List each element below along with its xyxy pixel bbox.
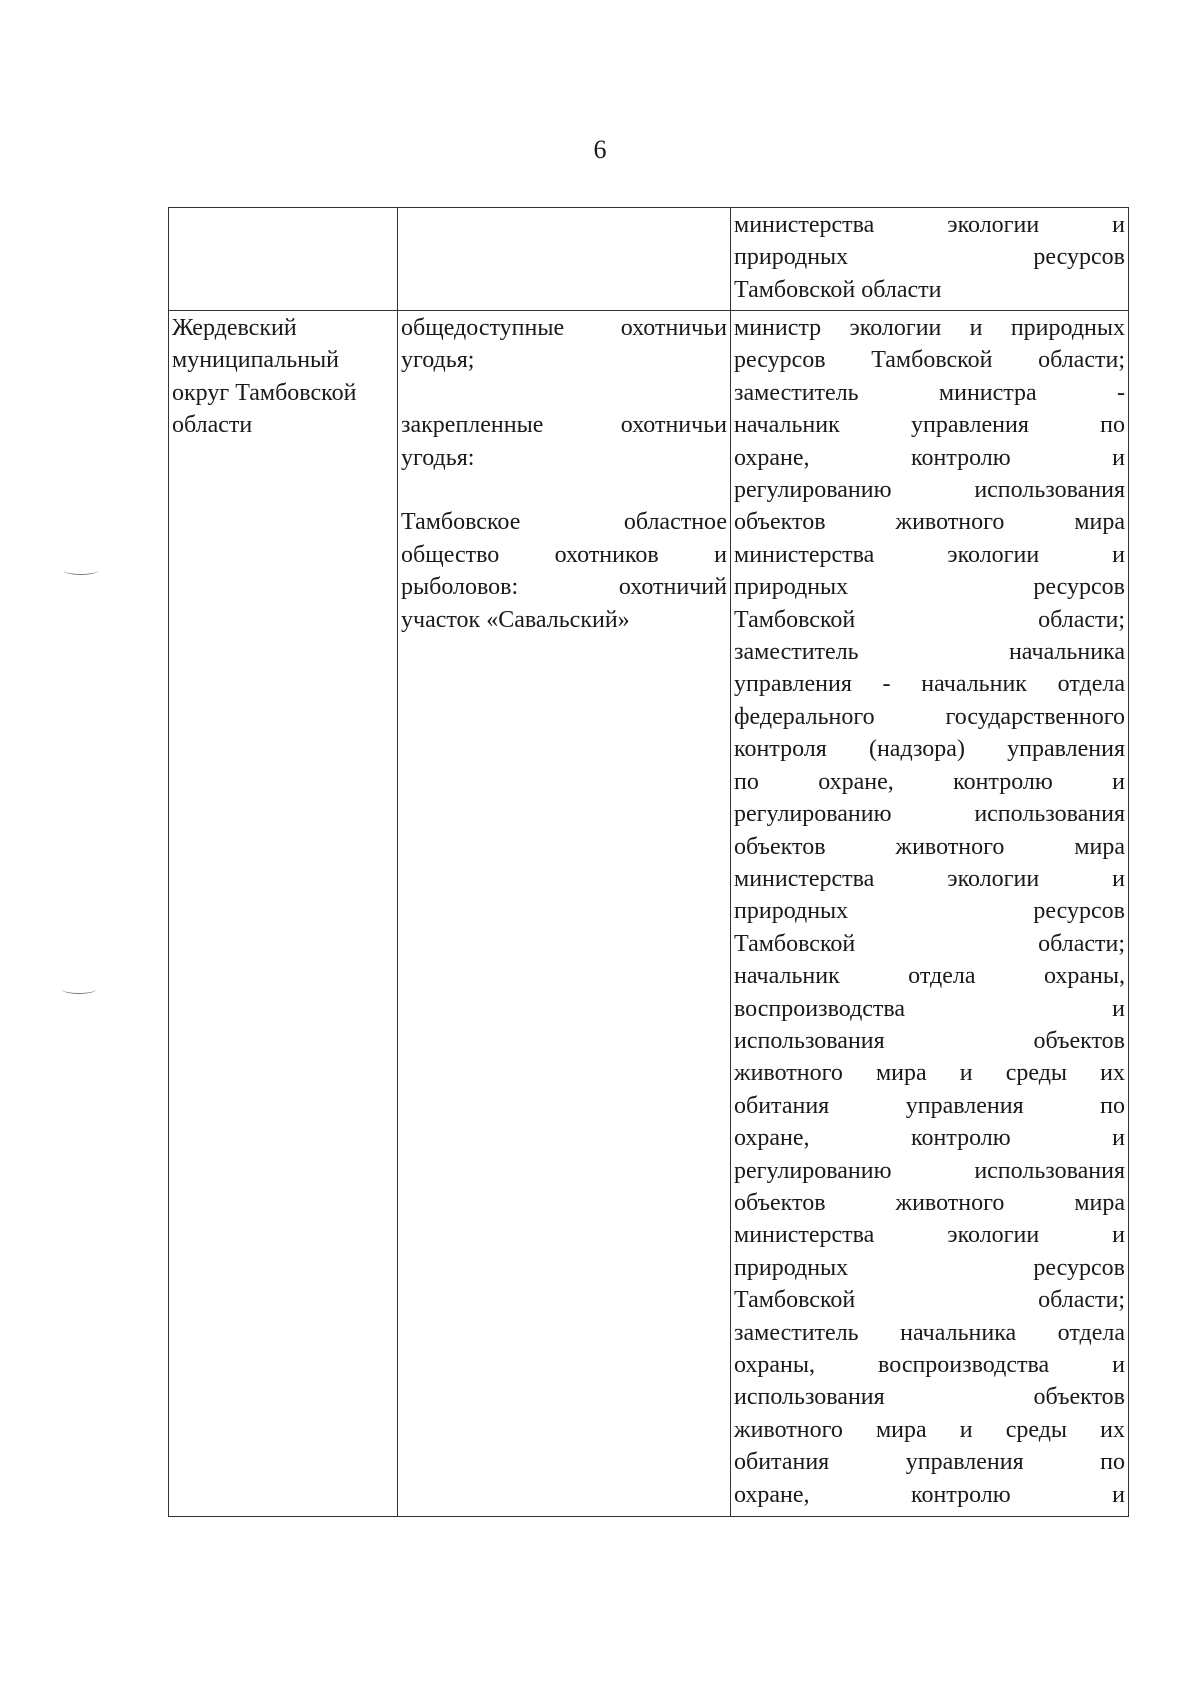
official-text-line: министерства экологии и — [734, 541, 1125, 568]
official-text-line: управления - начальник отдела — [734, 671, 1125, 698]
text-line: угодья: — [401, 444, 475, 471]
official-text-line: регулированию использования — [734, 801, 1125, 828]
text-line: закрепленные охотничьи — [401, 412, 727, 439]
official-text-line: обитания управления по — [734, 1092, 1125, 1119]
official-text-line: заместитель начальника отдела — [734, 1319, 1125, 1346]
official-text-line: использования объектов — [734, 1384, 1125, 1411]
territory-line: Жердевский — [172, 315, 297, 341]
territory-line: области — [172, 412, 253, 439]
official-text-line: министерства экологии и — [734, 865, 1125, 892]
official-text-line: объектов животного мира — [734, 833, 1125, 860]
official-text-line: регулированию использования — [734, 1157, 1125, 1184]
official-text-line: природных ресурсов — [734, 898, 1125, 925]
official-text-line: по охране, контролю и — [734, 768, 1125, 795]
page-number: 6 — [593, 135, 607, 164]
official-text-line: федерального государственного — [734, 703, 1125, 730]
cell-officials-continuation — [731, 208, 1129, 311]
official-text-line: Тамбовской области; — [734, 1287, 1125, 1314]
table-row-continuation — [169, 208, 1129, 311]
paragraph-gap — [401, 474, 727, 506]
official-text-line: природных ресурсов — [734, 1254, 1125, 1281]
official-text-line: животного мира и среды их — [734, 1416, 1125, 1443]
hunting-ground-entry — [401, 409, 727, 474]
table-row-zherdevsky — [169, 311, 1129, 1517]
document-table — [168, 207, 1129, 1517]
cell-territory — [169, 311, 398, 1517]
territory-line: муниципальный — [172, 347, 340, 374]
text-line: угодья; — [401, 347, 475, 374]
official-text-line: охране, контролю и — [734, 1125, 1125, 1152]
text-line: министерства экологии и — [734, 212, 1125, 238]
text-line: участок «Савальский» — [401, 606, 630, 633]
official-text-line: Тамбовской области; — [734, 606, 1125, 633]
text-line: общество охотников и — [401, 541, 727, 568]
official-text-line: контроля (надзора) управления — [734, 736, 1125, 763]
official-text-line: охране, контролю и — [734, 444, 1125, 471]
official-text-line: природных ресурсов — [734, 574, 1125, 601]
text-line: общедоступные охотничьи — [401, 315, 727, 341]
official-text-line: объектов животного мира — [734, 1189, 1125, 1216]
official-text-line: использования объектов — [734, 1027, 1125, 1054]
official-text-line: начальник управления по — [734, 412, 1125, 439]
official-text-line: животного мира и среды их — [734, 1060, 1125, 1087]
official-text-line: заместитель министра - — [734, 379, 1125, 406]
text-line: природных ресурсов — [734, 244, 1125, 271]
official-text-line: регулированию использования — [734, 477, 1125, 504]
official-text-line: начальник отдела охраны, — [734, 963, 1125, 990]
official-text-line: охране, контролю и — [734, 1481, 1125, 1508]
official-text-line: охраны, воспроизводства и — [734, 1352, 1125, 1378]
official-text-line: министр экологии и природных — [734, 315, 1125, 341]
scan-artifact-mark — [62, 985, 96, 994]
cell-hunting-grounds-empty — [398, 208, 731, 311]
text-line: рыболовов: охотничий — [401, 574, 727, 601]
paragraph-gap — [401, 377, 727, 409]
official-text-line: заместитель начальника — [734, 639, 1125, 666]
hunting-ground-entry — [401, 312, 727, 377]
official-text-line: Тамбовской области; — [734, 930, 1125, 957]
official-text-line: обитания управления по — [734, 1449, 1125, 1476]
scan-artifact-mark — [64, 566, 98, 575]
cell-officials — [731, 311, 1129, 1517]
cell-hunting-grounds — [398, 311, 731, 1517]
territory-line: округ Тамбовской — [172, 379, 357, 406]
cell-territory-empty — [169, 208, 398, 311]
text-line: Тамбовское областное — [401, 509, 727, 536]
official-text-line: объектов животного мира — [734, 509, 1125, 536]
official-text-line: ресурсов Тамбовской области; — [734, 347, 1125, 374]
text-line: Тамбовской области — [734, 276, 942, 303]
hunting-ground-entry — [401, 506, 727, 636]
official-text-line: воспроизводства и — [734, 995, 1125, 1022]
official-text-line: министерства экологии и — [734, 1222, 1125, 1249]
